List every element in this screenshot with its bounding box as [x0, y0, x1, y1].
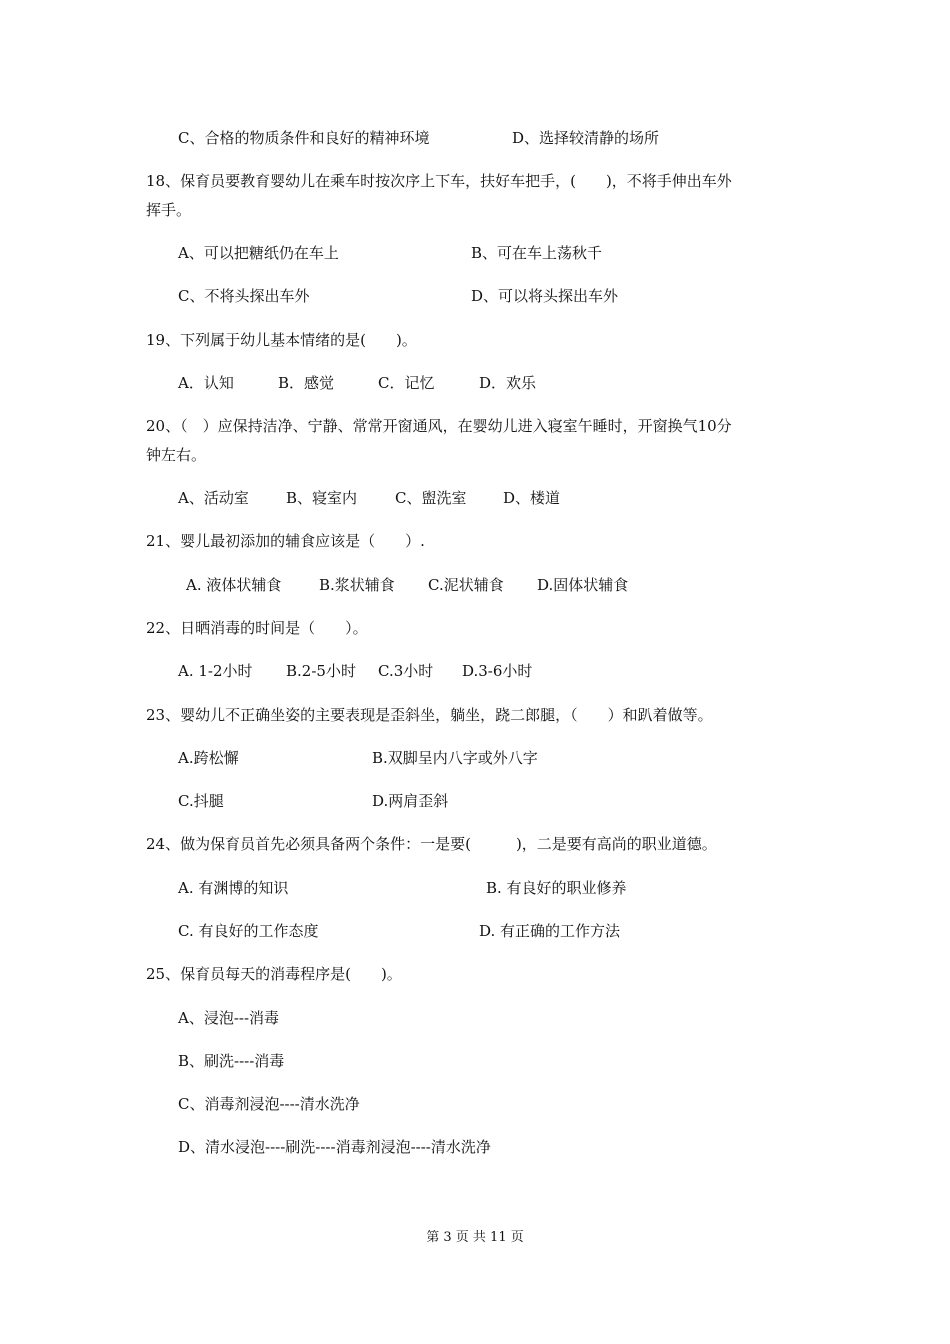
page-footer: 第 3 页 共 11 页	[426, 1230, 524, 1245]
q18-option-d: D、可以将头探出车外	[471, 287, 619, 305]
q19-stem: 19、下列属于幼儿基本情绪的是( )。	[146, 331, 417, 349]
q22-stem: 22、日晒消毒的时间是（ ）。	[146, 619, 368, 637]
q22-option-a: A. 1-2小时	[178, 662, 253, 680]
q20-option-d: D、楼道	[503, 489, 561, 507]
q22-option-b: B.2-5小时	[286, 662, 356, 680]
q21-stem: 21、婴儿最初添加的辅食应该是（ ）.	[146, 532, 425, 550]
q19-option-a: A．认知	[178, 374, 234, 392]
q24-option-b: B. 有良好的职业修养	[486, 879, 627, 897]
q19-option-c: C．记忆	[378, 374, 435, 392]
q24-option-c: C. 有良好的工作态度	[178, 922, 319, 940]
q21-option-b: B.浆状辅食	[319, 576, 395, 594]
q25-option-a: A、浸泡---消毒	[178, 1009, 280, 1027]
q24-option-a: A. 有渊博的知识	[178, 879, 289, 897]
q20-option-c: C、盥洗室	[395, 489, 467, 507]
q23-stem: 23、婴幼儿不正确坐姿的主要表现是歪斜坐，躺坐，跷二郎腿，（ ）和趴着做等。	[146, 706, 713, 724]
q23-option-a: A.跨松懈	[178, 749, 239, 767]
q18-option-c: C、不将头探出车外	[178, 287, 310, 305]
q22-option-c: C.3小时	[378, 662, 434, 680]
q20-option-a: A、活动室	[178, 489, 249, 507]
q20-stem-line1: 20、（ ）应保持洁净、宁静、常常开窗通风，在婴幼儿进入寝室午睡时，开窗换气10分	[146, 417, 732, 435]
q21-option-d: D.固体状辅食	[537, 576, 629, 594]
q24-stem: 24、做为保育员首先必须具备两个条件：一是要( )，二是要有高尚的职业道德。	[146, 835, 717, 853]
q21-option-c: C.泥状辅食	[428, 576, 504, 594]
q25-stem: 25、保育员每天的消毒程序是( )。	[146, 965, 402, 983]
q19-option-d: D．欢乐	[479, 374, 537, 392]
q20-option-b: B、寝室内	[286, 489, 358, 507]
q23-option-b: B.双脚呈内八字或外八字	[372, 749, 538, 767]
q19-option-b: B．感觉	[278, 374, 335, 392]
q23-option-c: C.抖腿	[178, 792, 224, 810]
q18-option-b: B、可在车上荡秋千	[471, 244, 603, 262]
q25-option-b: B、刷洗----消毒	[178, 1052, 285, 1070]
q18-stem-line1: 18、保育员要教育婴幼儿在乘车时按次序上下车，扶好车把手，( )，不将手伸出车外	[146, 172, 732, 190]
q22-option-d: D.3-6小时	[462, 662, 533, 680]
q17-option-d: D、选择较清静的场所	[512, 129, 660, 147]
q25-option-c: C、消毒剂浸泡----清水洗净	[178, 1095, 360, 1113]
q21-option-a: A. 液体状辅食	[186, 576, 282, 594]
q24-option-d: D. 有正确的工作方法	[479, 922, 621, 940]
q18-stem-line2: 挥手。	[146, 201, 192, 219]
q18-option-a: A、可以把糖纸仍在车上	[178, 244, 339, 262]
q25-option-d: D、清水浸泡----刷洗----消毒剂浸泡----清水洗净	[178, 1138, 491, 1156]
q20-stem-line2: 钟左右。	[146, 446, 207, 464]
q23-option-d: D.两肩歪斜	[372, 792, 449, 810]
q17-option-c: C、合格的物质条件和良好的精神环境	[178, 129, 430, 147]
